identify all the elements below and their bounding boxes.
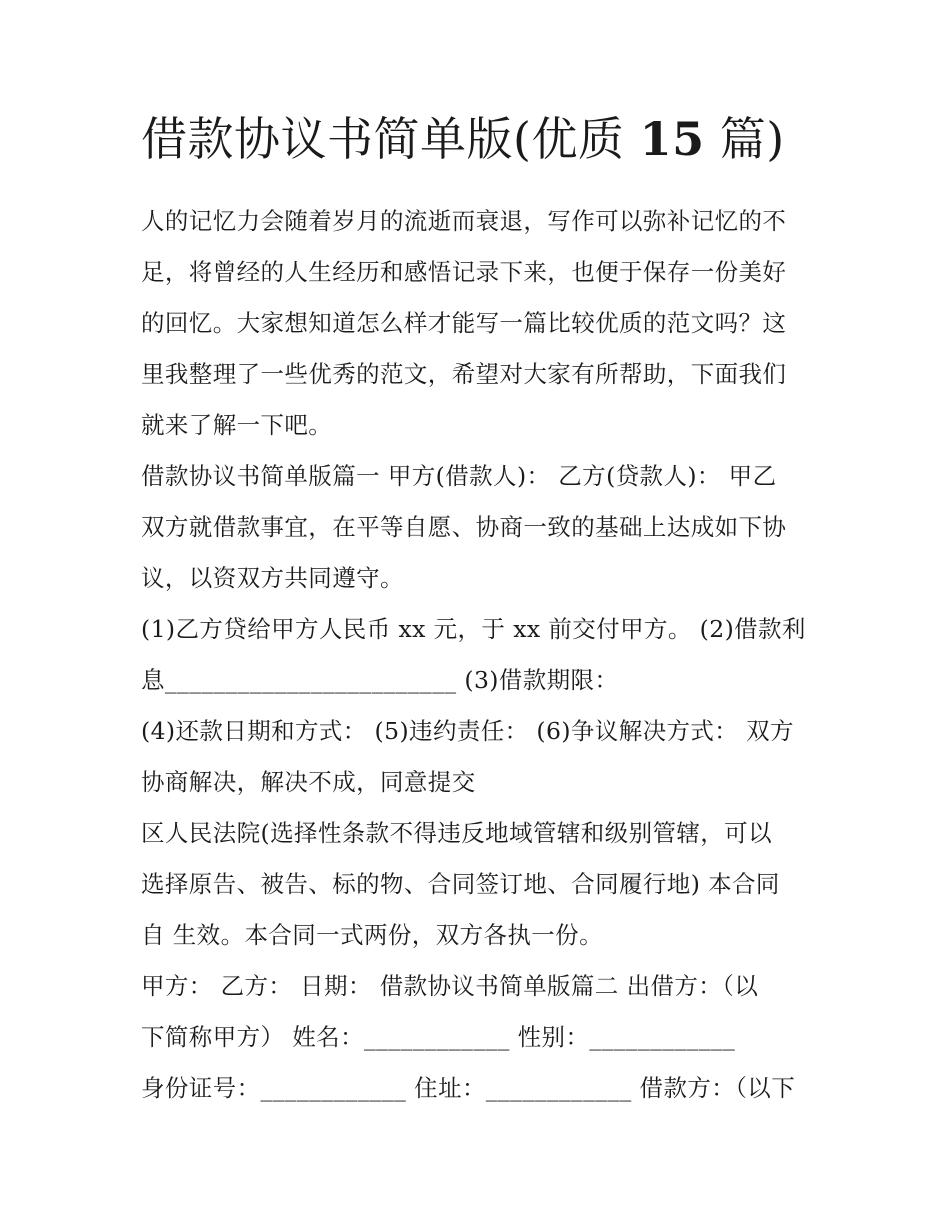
body-line: 区人民法院(选择性条款不得违反地域管辖和级别管辖，可以 (141, 819, 772, 847)
body-line: 双方就借款事宜，在平等自愿、协商一致的基础上达成如下协 (141, 513, 787, 541)
body-line: (4)还款日期和方式： (5)违约责任： (6)争议解决方式： 双方 (141, 717, 794, 745)
body-line: 人的记忆力会随着岁月的流逝而衰退，写作可以弥补记忆的不 (141, 207, 787, 235)
body-line: 借款协议书简单版篇一 甲方(借款人)： 乙方(贷款人)： 甲乙 (141, 462, 777, 490)
body-line: 下简称甲方） 姓名：____________ 性别：____________ (141, 1023, 736, 1051)
body-line: 自 生效。本合同一式两份，双方各执一份。 (141, 921, 603, 949)
body-line: 身份证号：____________ 住址：____________ 借款方：（以下 (141, 1074, 796, 1102)
title-prefix: 借款协议书简单版(优质 (141, 112, 640, 166)
body-line: 协商解决，解决不成，同意提交 (141, 768, 476, 796)
title-suffix: 篇) (704, 112, 785, 166)
body-line: 议，以资双方共同遵守。 (141, 564, 404, 592)
body-line: 息________________________ (3)借款期限： (141, 666, 619, 694)
title-number: 15 (639, 112, 705, 166)
body-line: 选择原告、被告、标的物、合同签订地、合同履行地) 本合同 (141, 870, 780, 898)
body-line: 足，将曾经的人生经历和感悟记录下来，也便于保存一份美好 (141, 258, 787, 286)
body-line: 就来了解一下吧。 (141, 411, 333, 439)
body-line: 的回忆。大家想知道怎么样才能写一篇比较优质的范文吗？这 (141, 309, 787, 337)
body-line: 里我整理了一些优秀的范文，希望对大家有所帮助，下面我们 (141, 360, 787, 388)
document-title (141, 112, 785, 167)
body-line: 甲方： 乙方： 日期： 借款协议书简单版篇二 出借方：（以 (141, 972, 759, 1000)
body-line: (1)乙方贷给甲方人民币 xx 元，于 xx 前交付甲方。 (2)借款利 (141, 615, 806, 643)
